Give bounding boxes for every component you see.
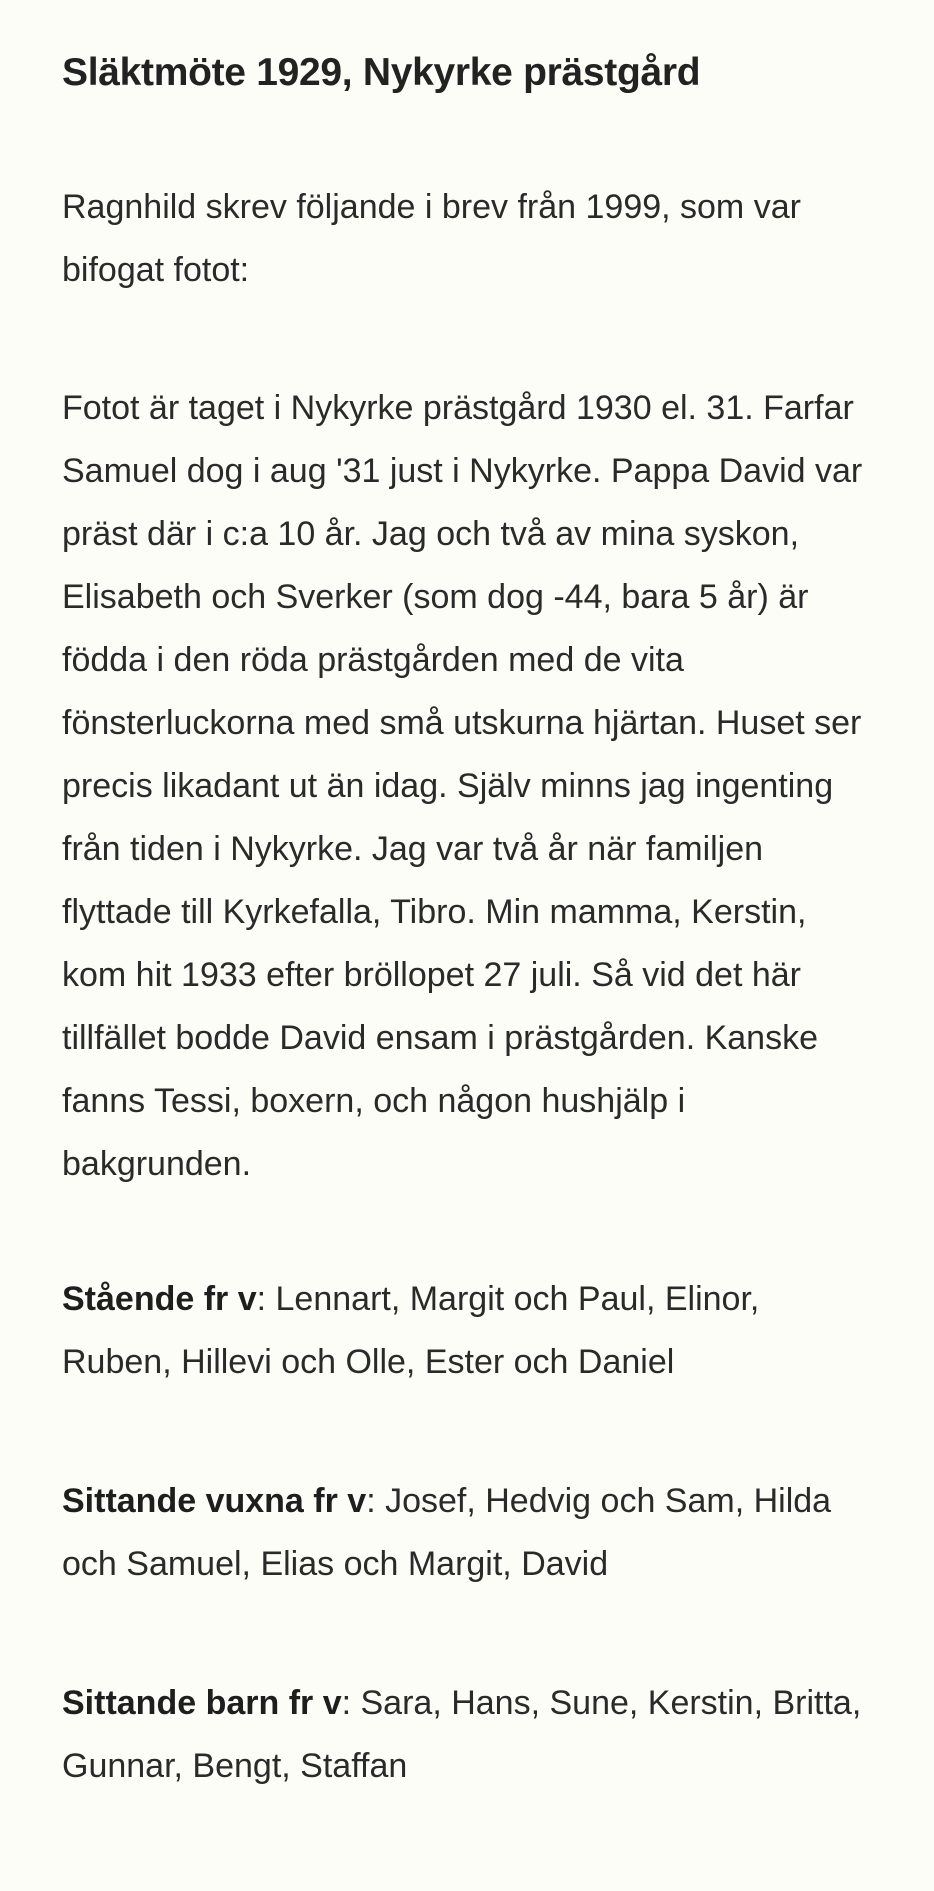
standing-names: : Lennart, Margit och Paul, Elinor, Ruben, Hillevi och Olle, Ester och Daniel [62, 1280, 760, 1381]
seated-children-paragraph [62, 1672, 872, 1798]
letter-quote-paragraph: Fotot är taget i Nykyrke prästgård 1930 el. 31. Farfar Samuel dog i aug '31 just i Nykyrke. Pappa David var präst där i c:a 10 år. Jag och två av mina syskon, Elisabeth och Sverker (som dog -44, bara 5 år) är födda i den röda prästgården med de vita fönsterluckorna med små utskurna hjärtan. Huset ser precis likadant ut än idag. Själv minns jag ingenting från tiden i Nykyrke. Jag var två år när familjen flyttade till Kyrkefalla, Tibro. Min mamma, Kerstin, kom hit 1933 efter bröllopet 27 juli. Så vid det här tillfället bodde David ensam i prästgården. Kanske fanns Tessi, boxern, och någon hushjälp i bakgrunden. [62, 389, 863, 1183]
seated-children-names: : Sara, Hans, Sune, Kerstin, Britta, Gunnar, Bengt, Staffan [62, 1684, 862, 1785]
standing-people-paragraph [62, 1268, 872, 1394]
seated-adults-paragraph [62, 1470, 872, 1596]
page-title: Släktmöte 1929, Nykyrke prästgård [62, 51, 701, 94]
standing-label: Stående fr v [62, 1280, 257, 1318]
seated-children-label: Sittande barn fr v [62, 1684, 342, 1722]
seated-adults-label: Sittande vuxna fr v [62, 1482, 367, 1520]
seated-adults-names: : Josef, Hedvig och Sam, Hilda och Samuel, Elias och Margit, David [62, 1482, 832, 1583]
intro-paragraph: Ragnhild skrev följande i brev från 1999, som var bifogat fotot: [62, 188, 801, 289]
